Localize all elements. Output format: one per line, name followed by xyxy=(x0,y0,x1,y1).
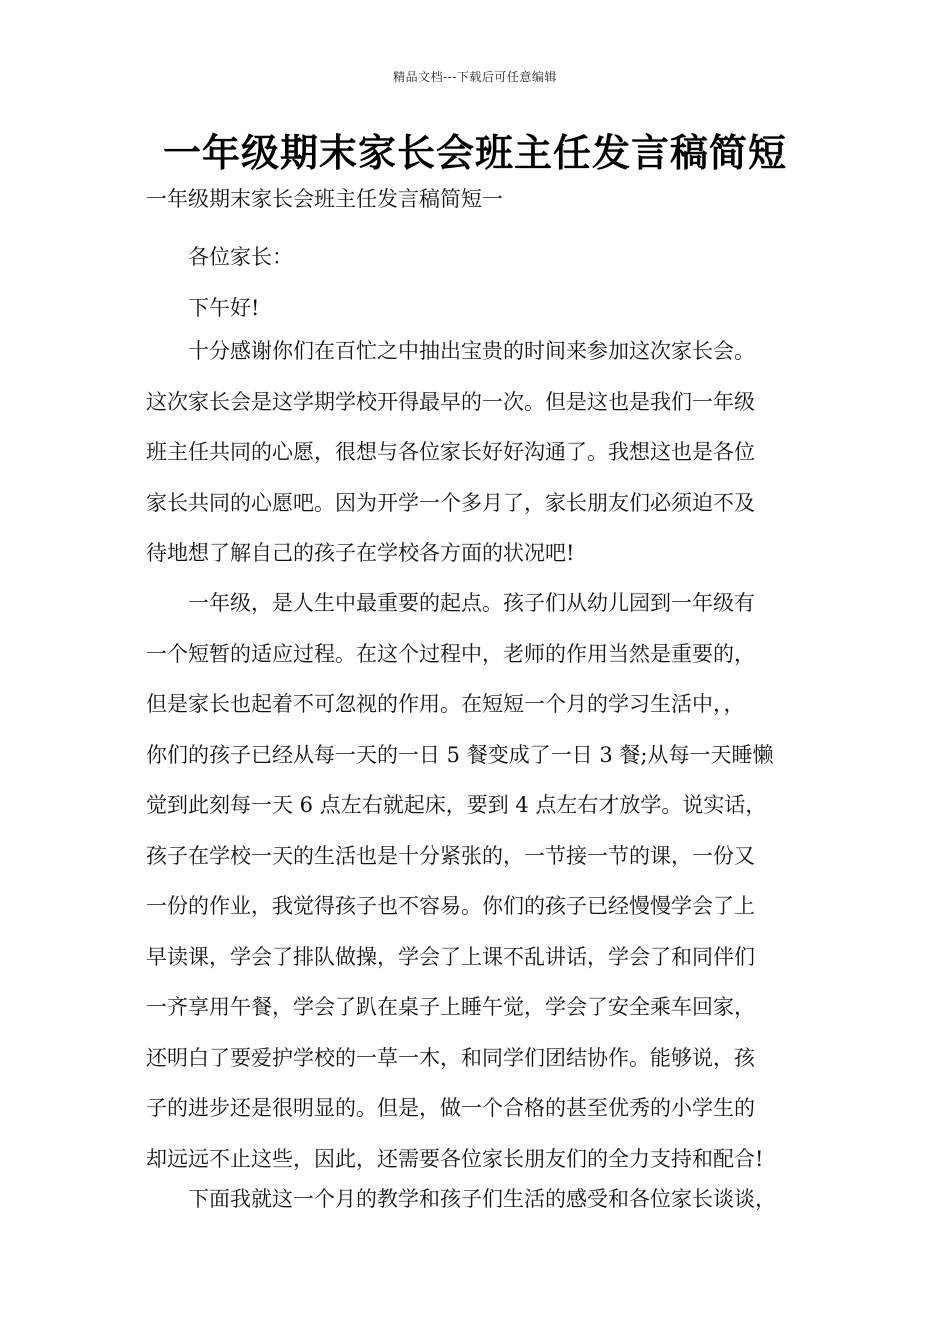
greeting-line: 各位家长： xyxy=(188,245,293,269)
paragraph-line: 子的进步还是很明显的。但是，做一个合格的甚至优秀的小学生的 xyxy=(146,1096,755,1120)
paragraph-line: 一齐享用午餐，学会了趴在桌子上睡午觉，学会了安全乘车回家， xyxy=(146,995,755,1019)
paragraph-line: 班主任共同的心愿，很想与各位家长好好沟通了。我想这也是各位 xyxy=(146,440,755,464)
paragraph-3 xyxy=(146,1174,826,1225)
paragraph-line: 这次家长会是这学期学校开得最早的一次。但是这也是我们一年级 xyxy=(146,389,755,414)
document-subtitle: 一年级期末家长会班主任发言稿简短一 xyxy=(146,187,503,211)
paragraph-line: 但是家长也起着不可忽视的作用。在短短一个月的学习生活中，， xyxy=(146,692,745,716)
paragraph-line: 一份的作业，我觉得孩子也不容易。你们的孩子已经慢慢学会了上 xyxy=(146,894,755,918)
paragraph-line: 觉到此刻每一天 6 点左右就起床，要到 4 点左右才放学。说实话， xyxy=(146,793,767,817)
document-title: 一年级期末家长会班主任发言稿简短 xyxy=(162,131,787,175)
paragraph-line: 早读课，学会了排队做操，学会了上课不乱讲话，学会了和同伴们 xyxy=(146,944,755,969)
paragraph-line: 家长共同的心愿吧。因为开学一个多月了，家长朋友们必须迫不及 xyxy=(146,490,755,515)
paragraph-2 xyxy=(146,578,826,1184)
paragraph-line: 你们的孩子已经从每一天的一日 5 餐变成了一日 3 餐;从每一天睡懒 xyxy=(146,742,774,767)
paragraph-line: 孩子在学校一天的生活也是十分紧张的，一节接一节的课，一份又 xyxy=(146,843,755,868)
paragraph-line: 下面我就这一个月的教学和孩子们生活的感受和各位家长谈谈， xyxy=(188,1187,776,1211)
paragraph-line: 一年级，是人生中最重要的起点。孩子们从幼儿园到一年级有 xyxy=(188,591,755,615)
paragraph-line: 却远远不止这些，因此，还需要各位家长朋友们的全力支持和配合! xyxy=(146,1146,764,1171)
paragraph-line: 还明白了要爱护学校的一草一木，和同学们团结协作。能够说，孩 xyxy=(146,1045,755,1070)
header-note: 精品文档---下载后可任意编辑 xyxy=(393,70,557,84)
paragraph-line: 待地想了解自己的孩子在学校各方面的状况吧! xyxy=(146,541,575,565)
paragraph-1 xyxy=(146,326,826,579)
paragraph-line: 一个短暂的适应过程。在这个过程中，老师的作用当然是重要的， xyxy=(146,641,755,666)
salutation-line: 下午好! xyxy=(188,296,260,320)
paragraph-line: 十分感谢你们在百忙之中抽出宝贵的时间来参加这次家长会。 xyxy=(188,339,755,363)
